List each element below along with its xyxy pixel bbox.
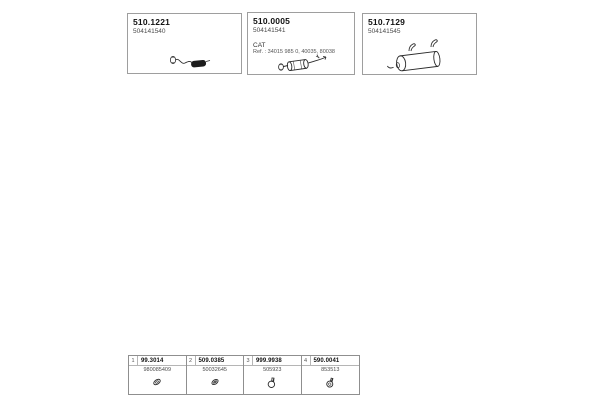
gasket-drawing-icon (209, 376, 221, 388)
rear-silencer-drawing-icon (385, 34, 455, 74)
part-code: 99.3014 (141, 357, 164, 364)
cell-header (244, 356, 301, 366)
gasket-drawing-icon (151, 376, 163, 388)
type-label: CAT (253, 41, 266, 49)
oe-number: 50032645 (202, 367, 227, 373)
fitting-part-cell-1[interactable] (129, 356, 187, 394)
item-index: 2 (187, 356, 196, 365)
item-index: 4 (302, 356, 311, 365)
part-code: 510.7129 (368, 17, 406, 27)
part-box-1[interactable] (127, 13, 242, 74)
part-code: 590.0041 (313, 357, 340, 364)
part-code: 999.9938 (256, 357, 282, 364)
cell-header (129, 356, 186, 366)
part-box-3[interactable] (362, 13, 477, 75)
oe-number: 980085409 (143, 367, 172, 373)
fitting-parts-table (128, 355, 360, 395)
cell-body (244, 366, 301, 394)
part-code: 510.0005 (253, 16, 291, 26)
fitting-part-cell-4[interactable] (302, 356, 360, 394)
cell-body (302, 366, 360, 394)
part-code: 510.1221 (133, 17, 171, 27)
fitting-part-cell-3[interactable] (244, 356, 302, 394)
part-code: 509.0385 (198, 357, 225, 364)
cell-header (187, 356, 244, 366)
cell-body (187, 366, 244, 394)
fitting-part-cell-2[interactable] (187, 356, 245, 394)
oe-number: 505923 (263, 367, 282, 373)
ref-line: Ref. : 34015 985 0, 40035, 80038 (253, 48, 335, 55)
cell-body (129, 366, 186, 394)
oe-number: 504141540 (133, 27, 166, 35)
part-box-2[interactable] (247, 12, 355, 75)
catalytic-converter-drawing-icon (276, 51, 334, 75)
cell-header (302, 356, 360, 366)
item-index: 1 (129, 356, 138, 365)
oe-number: 504141545 (368, 27, 401, 35)
oe-number: 853513 (321, 367, 340, 373)
clamp-drawing-icon (323, 376, 337, 389)
clamp-drawing-icon (265, 376, 279, 389)
front-pipe-drawing-icon (166, 52, 212, 70)
item-index: 3 (244, 356, 253, 365)
oe-number: 504141541 (253, 26, 286, 34)
